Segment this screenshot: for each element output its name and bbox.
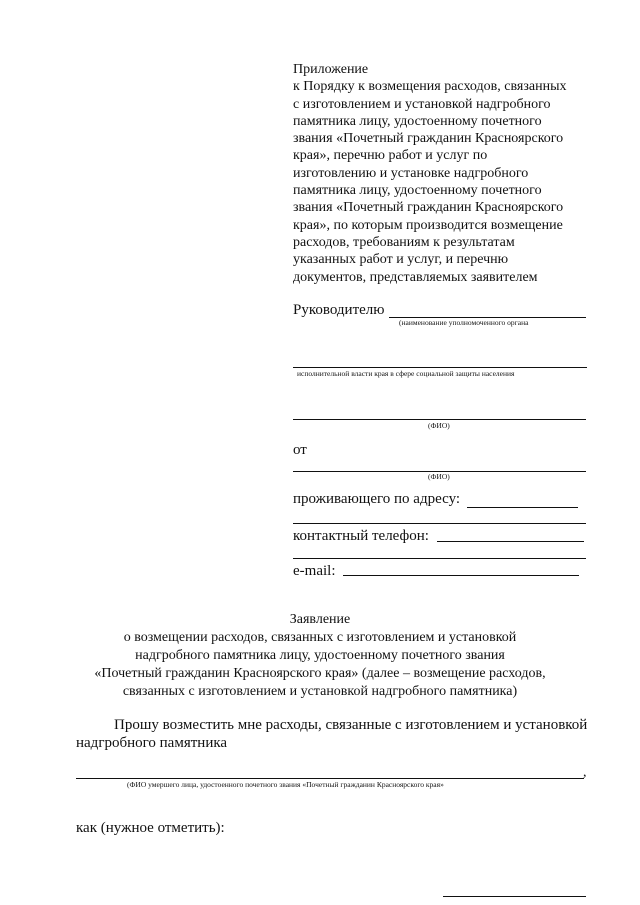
appendix-title: Приложение: [293, 62, 369, 77]
email-blank-line[interactable]: [343, 575, 579, 576]
phone-blank-line[interactable]: [437, 541, 584, 542]
address-label: проживающего по адресу:: [293, 491, 461, 507]
choose-label: как (нужное отметить):: [76, 820, 225, 836]
authority-hint: исполнительной власти края в сфере социальной защиты населения: [297, 369, 515, 378]
head-fio-hint: (ФИО): [428, 421, 450, 430]
addressee-hint: (наименование уполномоченного органа: [399, 318, 529, 327]
statement-subtitle-line: связанных с изготовлением и установкой надгробного памятника): [122, 684, 518, 699]
appendix-line: к Порядку к возмещения расходов, связанных: [293, 79, 567, 95]
appendix-line: указанных работ и услуг, и перечню: [293, 252, 509, 268]
appendix-line: документов, представляемых заявителем: [293, 269, 538, 285]
appendix-line: изготовлению и установке надгробного: [293, 165, 529, 181]
statement-subtitle-line: «Почетный гражданин Красноярского края» (далее – возмещение расходов,: [94, 666, 546, 681]
email-label: e-mail:: [293, 563, 336, 579]
appendix-line: края», перечню работ и услуг по: [293, 148, 488, 164]
address-blank-line[interactable]: [467, 507, 578, 508]
body-line: надгробного памятника: [76, 735, 228, 751]
from-label: от: [293, 442, 307, 458]
appendix-line: памятника лицу, удостоенному почетного: [293, 183, 542, 199]
appendix-line: с изготовлением и установкой надгробного: [293, 96, 551, 112]
authority-blank-line[interactable]: [293, 367, 587, 368]
appendix-line: памятника лицу, удостоенному почетного: [293, 113, 542, 129]
appendix-line: звания «Почетный гражданин Красноярского: [293, 131, 564, 147]
appendix-line: края», по которым производится возмещение: [293, 217, 563, 233]
appendix-header: [293, 61, 593, 286]
phone-blank-line-2[interactable]: [293, 558, 586, 559]
body-line: Прошу возместить мне расходы, связанные с изготовлением и установкой: [114, 717, 588, 733]
appendix-line: звания «Почетный гражданин Красноярского: [293, 200, 564, 216]
statement-subtitle-line: надгробного памятника лицу, удостоенному почетного звания: [135, 648, 505, 663]
applicant-fio-hint: (ФИО): [428, 472, 450, 481]
deceased-fio-blank-line[interactable]: [76, 778, 584, 779]
statement-title: Заявление: [289, 612, 351, 627]
deceased-fio-hint: (ФИО умершего лица, удостоенного почетного звания «Почетный гражданин Красноярского края»: [127, 780, 444, 789]
statement-subtitle-line: о возмещении расходов, связанных с изготовлением и установкой: [123, 630, 517, 645]
head-fio-blank-line[interactable]: [293, 419, 586, 420]
address-blank-line-2[interactable]: [293, 523, 586, 524]
addressee-label: Руководителю: [293, 302, 385, 318]
appendix-line: расходов, требованиям к результатам: [293, 234, 515, 250]
comma: ,: [583, 765, 587, 780]
bottom-blank-line[interactable]: [443, 896, 586, 897]
phone-label: контактный телефон:: [293, 528, 429, 544]
